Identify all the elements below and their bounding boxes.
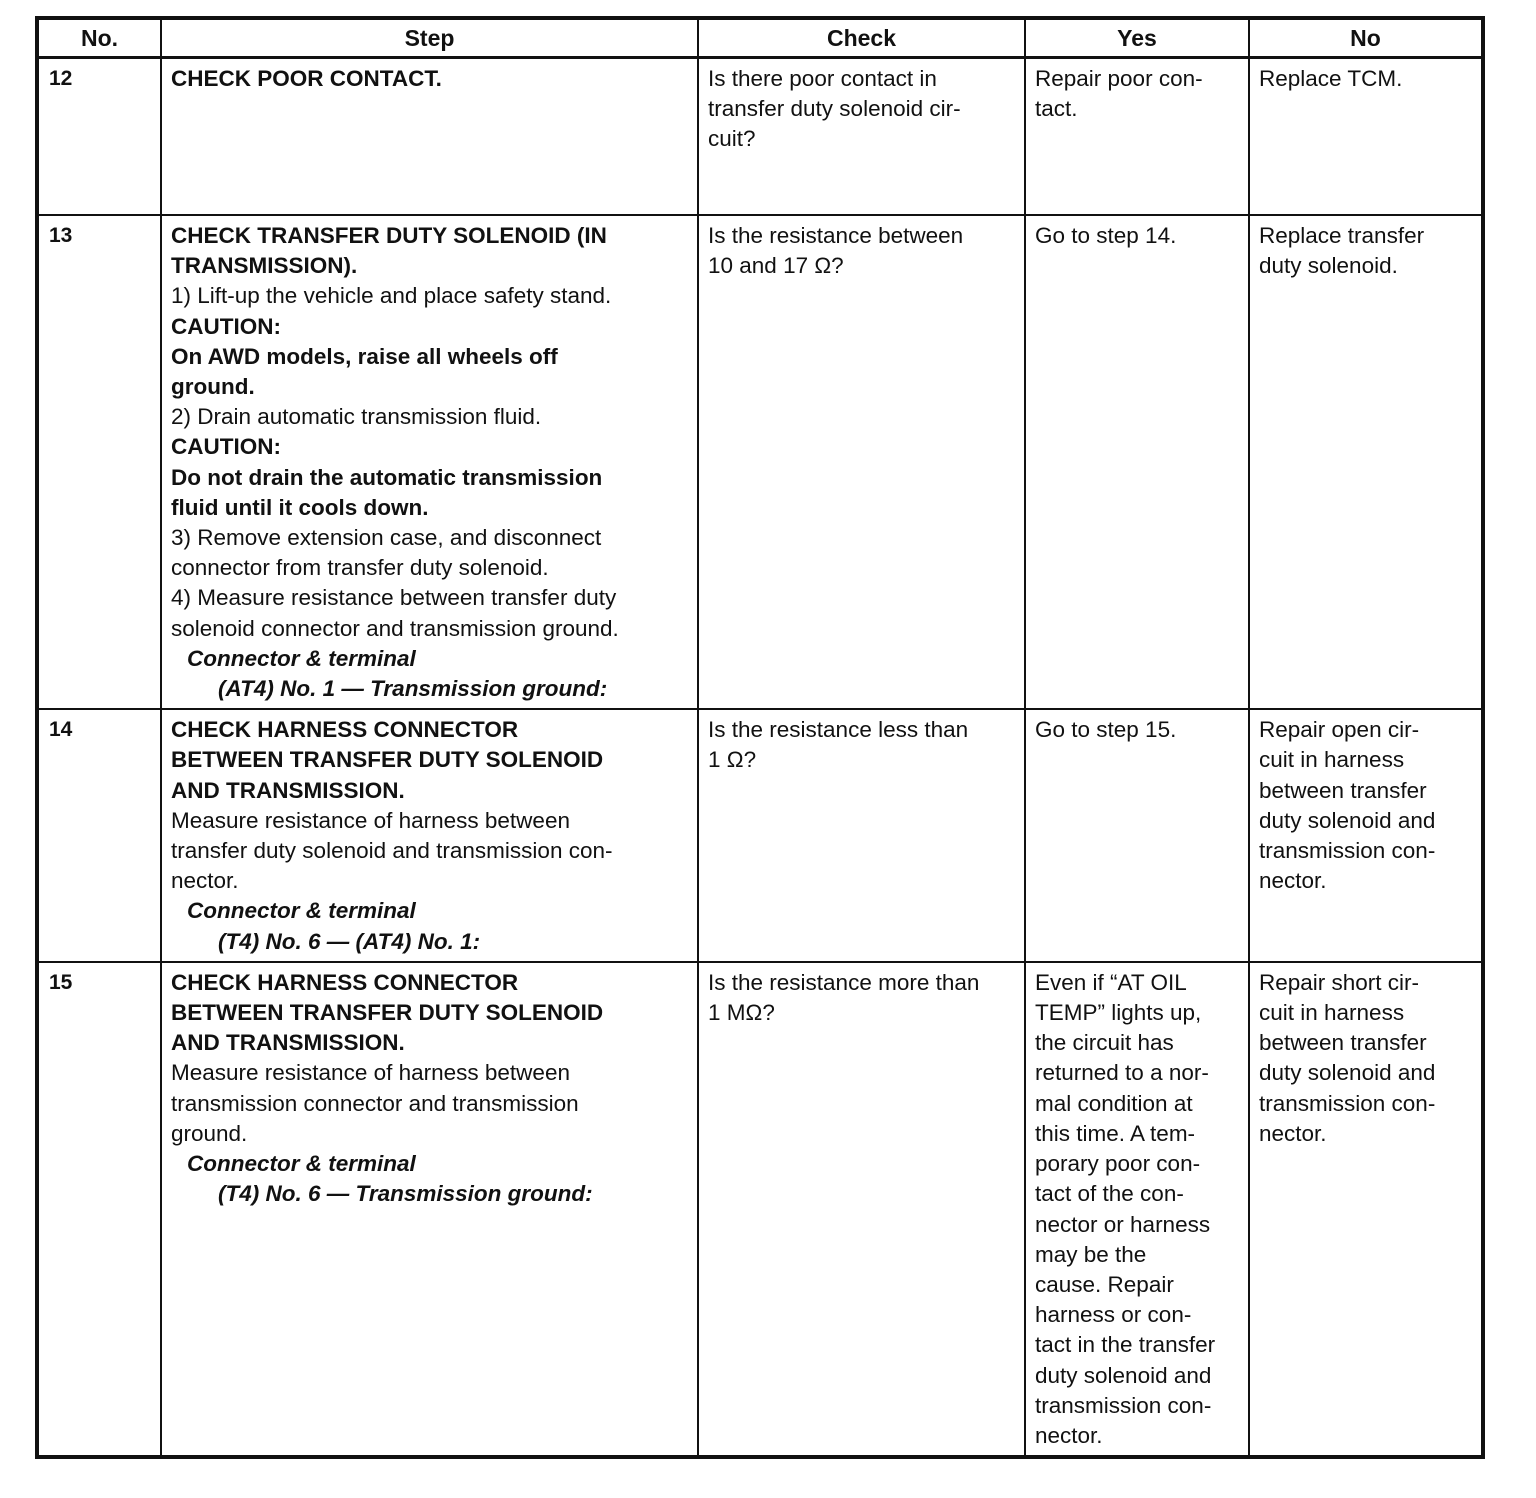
yes-cell [1025,215,1249,709]
yes-line: Go to step 15. [1035,717,1177,743]
check-cell [698,58,1025,216]
yes-line: the circuit has [1035,1030,1174,1056]
header-no-result: No [1249,18,1483,58]
yes-line: nector or harness [1035,1211,1211,1237]
check-line: 1 Ω? [708,747,757,773]
yes-line: returned to a nor- [1035,1060,1209,1086]
step-line: connector from transfer duty solenoid. [171,555,549,581]
no-line: Repair open cir- [1259,717,1420,743]
step-line: AND TRANSMISSION. [171,1030,405,1056]
no-line: Repair short cir- [1259,969,1420,995]
no-line: duty solenoid and [1259,807,1436,833]
no-line: nector. [1259,868,1327,894]
no-line: between transfer [1259,1030,1427,1056]
table-row [37,709,1483,962]
table-body [37,58,1483,1458]
check-line: Is the resistance more than [708,969,980,995]
table-header-row [37,18,1483,58]
step-line: (T4) No. 6 — (AT4) No. 1: [218,928,481,954]
no-cell-action [1249,215,1483,709]
no-line: duty solenoid. [1259,253,1398,279]
yes-line: Repair poor con- [1035,66,1203,91]
step-line: CHECK HARNESS CONNECTOR [171,969,519,995]
header-step: Step [161,18,698,58]
yes-line: mal condition at [1035,1090,1193,1116]
check-line: Is the resistance less than [708,717,969,743]
no-cell-action [1249,58,1483,216]
step-line: CHECK HARNESS CONNECTOR [171,717,519,743]
check-line: cuit? [708,126,756,152]
yes-line: this time. A tem- [1035,1120,1196,1146]
yes-line: nector. [1035,1422,1103,1448]
step-line: Do not drain the automatic transmission [171,464,603,490]
table-row [37,215,1483,709]
yes-line: cause. Repair [1035,1271,1174,1297]
step-line: solenoid connector and transmission ground. [171,615,619,641]
yes-line: porary poor con- [1035,1151,1201,1177]
yes-cell [1025,58,1249,216]
step-line: transmission connector and transmission [171,1090,579,1116]
step-line: 4) Measure resistance between transfer duty [171,585,617,611]
step-line: 2) Drain automatic transmission fluid. [171,404,542,430]
step-line: CHECK TRANSFER DUTY SOLENOID (IN [171,223,607,248]
step-line: CAUTION: [171,313,281,339]
no-line: transmission con- [1259,1090,1436,1116]
step-number: 12 [37,58,161,216]
step-line: Connector & terminal [187,645,416,671]
step-cell [161,962,698,1457]
yes-line: may be the [1035,1241,1147,1267]
step-line: (AT4) No. 1 — Transmission ground: [218,676,608,702]
header-yes: Yes [1025,18,1249,58]
check-line: 1 MΩ? [708,1000,775,1026]
yes-line: harness or con- [1035,1302,1192,1328]
yes-line: tact in the transfer [1035,1332,1216,1358]
step-line: 1) Lift-up the vehicle and place safety stand. [171,283,612,309]
table-row [37,962,1483,1457]
diagnostic-steps-table [35,16,1485,1459]
yes-line: duty solenoid and [1035,1362,1212,1388]
no-line: cuit in harness [1259,1000,1405,1026]
step-line: ground. [171,1120,248,1146]
step-line: ground. [171,374,255,400]
step-line: (T4) No. 6 — Transmission ground: [218,1181,593,1207]
check-cell [698,215,1025,709]
no-cell-action [1249,962,1483,1457]
header-no: No. [37,18,161,58]
no-line: transmission con- [1259,838,1436,864]
no-line: Replace transfer [1259,223,1425,248]
yes-line: Even if “AT OIL [1035,969,1187,995]
check-cell [698,709,1025,962]
step-cell [161,58,698,216]
step-line: 3) Remove extension case, and disconnect [171,525,602,551]
table-row [37,58,1483,216]
step-line: TRANSMISSION). [171,253,358,279]
step-line: CAUTION: [171,434,281,460]
step-number: 13 [37,215,161,709]
check-cell [698,962,1025,1457]
step-number: 14 [37,709,161,962]
yes-line: Go to step 14. [1035,223,1177,248]
step-line: Measure resistance of harness between [171,1060,570,1086]
header-check: Check [698,18,1025,58]
no-line: cuit in harness [1259,747,1405,773]
no-line: nector. [1259,1120,1327,1146]
no-line: between transfer [1259,777,1427,803]
yes-cell [1025,962,1249,1457]
step-line: Measure resistance of harness between [171,807,570,833]
step-line: Connector & terminal [187,898,416,924]
no-line: duty solenoid and [1259,1060,1436,1086]
step-line: BETWEEN TRANSFER DUTY SOLENOID [171,747,604,773]
step-line: nector. [171,868,239,894]
yes-line: TEMP” lights up, [1035,1000,1202,1026]
check-line: transfer duty solenoid cir- [708,96,961,122]
yes-cell [1025,709,1249,962]
step-line: BETWEEN TRANSFER DUTY SOLENOID [171,1000,604,1026]
step-line: AND TRANSMISSION. [171,777,405,803]
no-cell-action [1249,709,1483,962]
step-line: CHECK POOR CONTACT. [171,66,442,91]
step-line: fluid until it cools down. [171,494,429,520]
check-line: Is the resistance between [708,223,964,248]
step-number: 15 [37,962,161,1457]
yes-line: transmission con- [1035,1392,1212,1418]
step-cell [161,709,698,962]
check-line: 10 and 17 Ω? [708,253,844,279]
step-cell [161,215,698,709]
step-line: transfer duty solenoid and transmission con- [171,838,613,864]
step-line: Connector & terminal [187,1151,416,1177]
check-line: Is there poor contact in [708,66,937,91]
yes-line: tact. [1035,96,1078,122]
yes-line: tact of the con- [1035,1181,1184,1207]
no-line: Replace TCM. [1259,66,1403,91]
step-line: On AWD models, raise all wheels off [171,343,558,369]
